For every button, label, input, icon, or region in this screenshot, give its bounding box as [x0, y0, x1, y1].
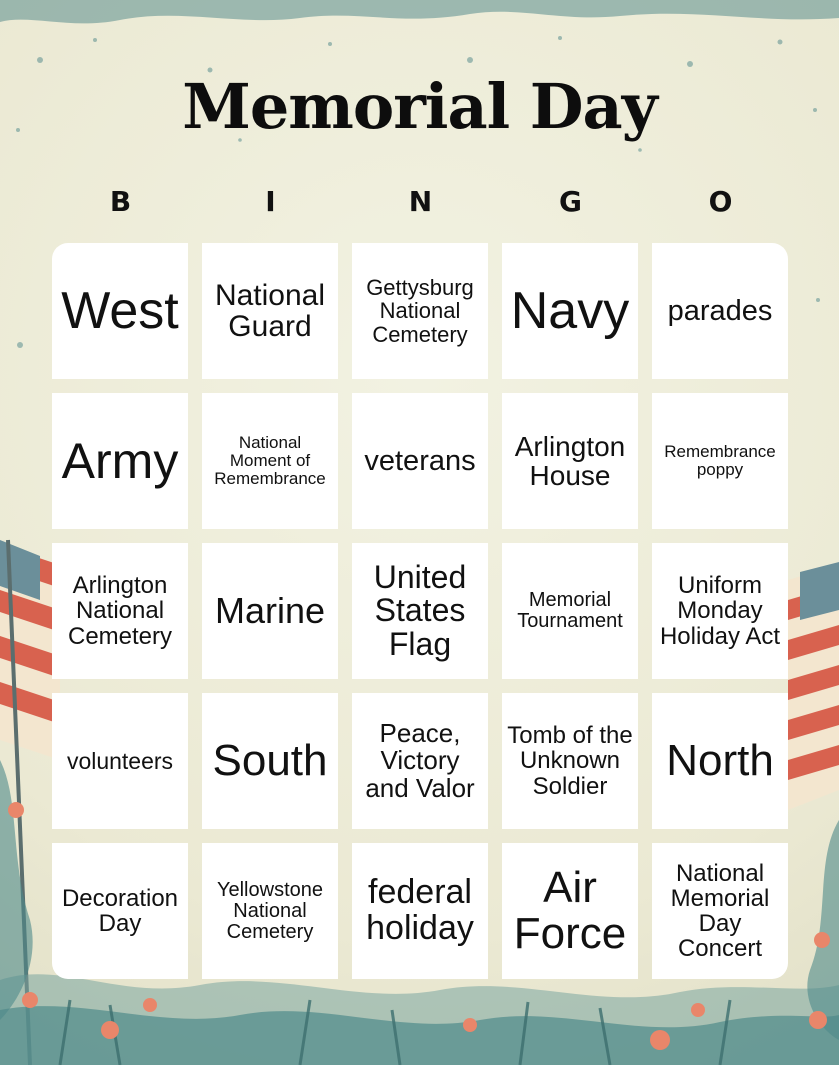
bingo-letter-g: G: [559, 185, 582, 218]
cell-label: National Guard: [214, 278, 326, 343]
bingo-cell[interactable]: [352, 543, 488, 679]
bingo-cell[interactable]: [652, 693, 788, 829]
cell-label: Uniform Monday Holiday Act: [659, 572, 781, 650]
cell-label: West: [61, 281, 179, 340]
bingo-cell[interactable]: [202, 693, 338, 829]
bingo-cell[interactable]: [502, 843, 638, 979]
bingo-cell[interactable]: [502, 243, 638, 379]
bingo-cell[interactable]: [652, 243, 788, 379]
bingo-cell[interactable]: [202, 243, 338, 379]
bingo-grid: [52, 243, 788, 979]
bingo-cell[interactable]: [502, 693, 638, 829]
bingo-cell[interactable]: [52, 843, 188, 979]
bingo-cell[interactable]: [352, 243, 488, 379]
cell-label: North: [666, 735, 774, 785]
bingo-letter-b: B: [109, 185, 132, 218]
bingo-letter-o: O: [708, 185, 733, 218]
cell-label: volunteers: [66, 747, 174, 774]
right-flag: [788, 562, 839, 810]
bingo-letter-n: N: [408, 185, 433, 218]
bingo-letter-i: I: [265, 185, 276, 218]
bingo-cell[interactable]: [52, 393, 188, 529]
cell-label: Memorial Tournament: [517, 589, 623, 632]
cell-label: National Moment of Remembrance: [214, 433, 326, 488]
cell-label: South: [212, 735, 328, 785]
bingo-cell[interactable]: [352, 393, 488, 529]
cell-label: Air Force: [513, 862, 627, 958]
cell-label: Tomb of the Unknown Soldier: [507, 722, 633, 800]
cell-label: Gettysburg National Cemetery: [366, 275, 474, 347]
cell-label: Marine: [214, 590, 326, 632]
cell-label: United States Flag: [373, 558, 467, 662]
bingo-cell[interactable]: [202, 843, 338, 979]
page-title: Memorial Day: [182, 70, 657, 143]
bingo-cell[interactable]: [352, 843, 488, 979]
bingo-cell[interactable]: [52, 543, 188, 679]
cell-label: federal holiday: [366, 873, 474, 947]
bingo-cell[interactable]: [652, 843, 788, 979]
cell-label: Decoration Day: [61, 884, 179, 937]
bingo-cell[interactable]: [502, 543, 638, 679]
bingo-cell[interactable]: [652, 543, 788, 679]
bingo-cell[interactable]: [202, 543, 338, 679]
cell-label: Navy: [510, 281, 630, 340]
bingo-cell[interactable]: [202, 393, 338, 529]
bingo-header: [0, 182, 839, 222]
cell-label: Remembrance poppy: [664, 442, 776, 479]
cell-label: Arlington National Cemetery: [67, 572, 173, 650]
cell-label: Peace, Victory and Valor: [365, 718, 475, 803]
cell-label: Yellowstone National Cemetery: [216, 878, 323, 943]
cell-label: veterans: [364, 444, 476, 477]
cell-label: parades: [667, 294, 773, 327]
bingo-cell[interactable]: [502, 393, 638, 529]
bingo-cell[interactable]: [52, 693, 188, 829]
cell-label: Army: [61, 432, 179, 489]
bingo-cell[interactable]: [52, 243, 188, 379]
cell-label: National Memorial Day Concert: [670, 859, 770, 963]
bingo-cell[interactable]: [652, 393, 788, 529]
bingo-cell[interactable]: [352, 693, 488, 829]
cell-label: Arlington House: [514, 430, 626, 491]
